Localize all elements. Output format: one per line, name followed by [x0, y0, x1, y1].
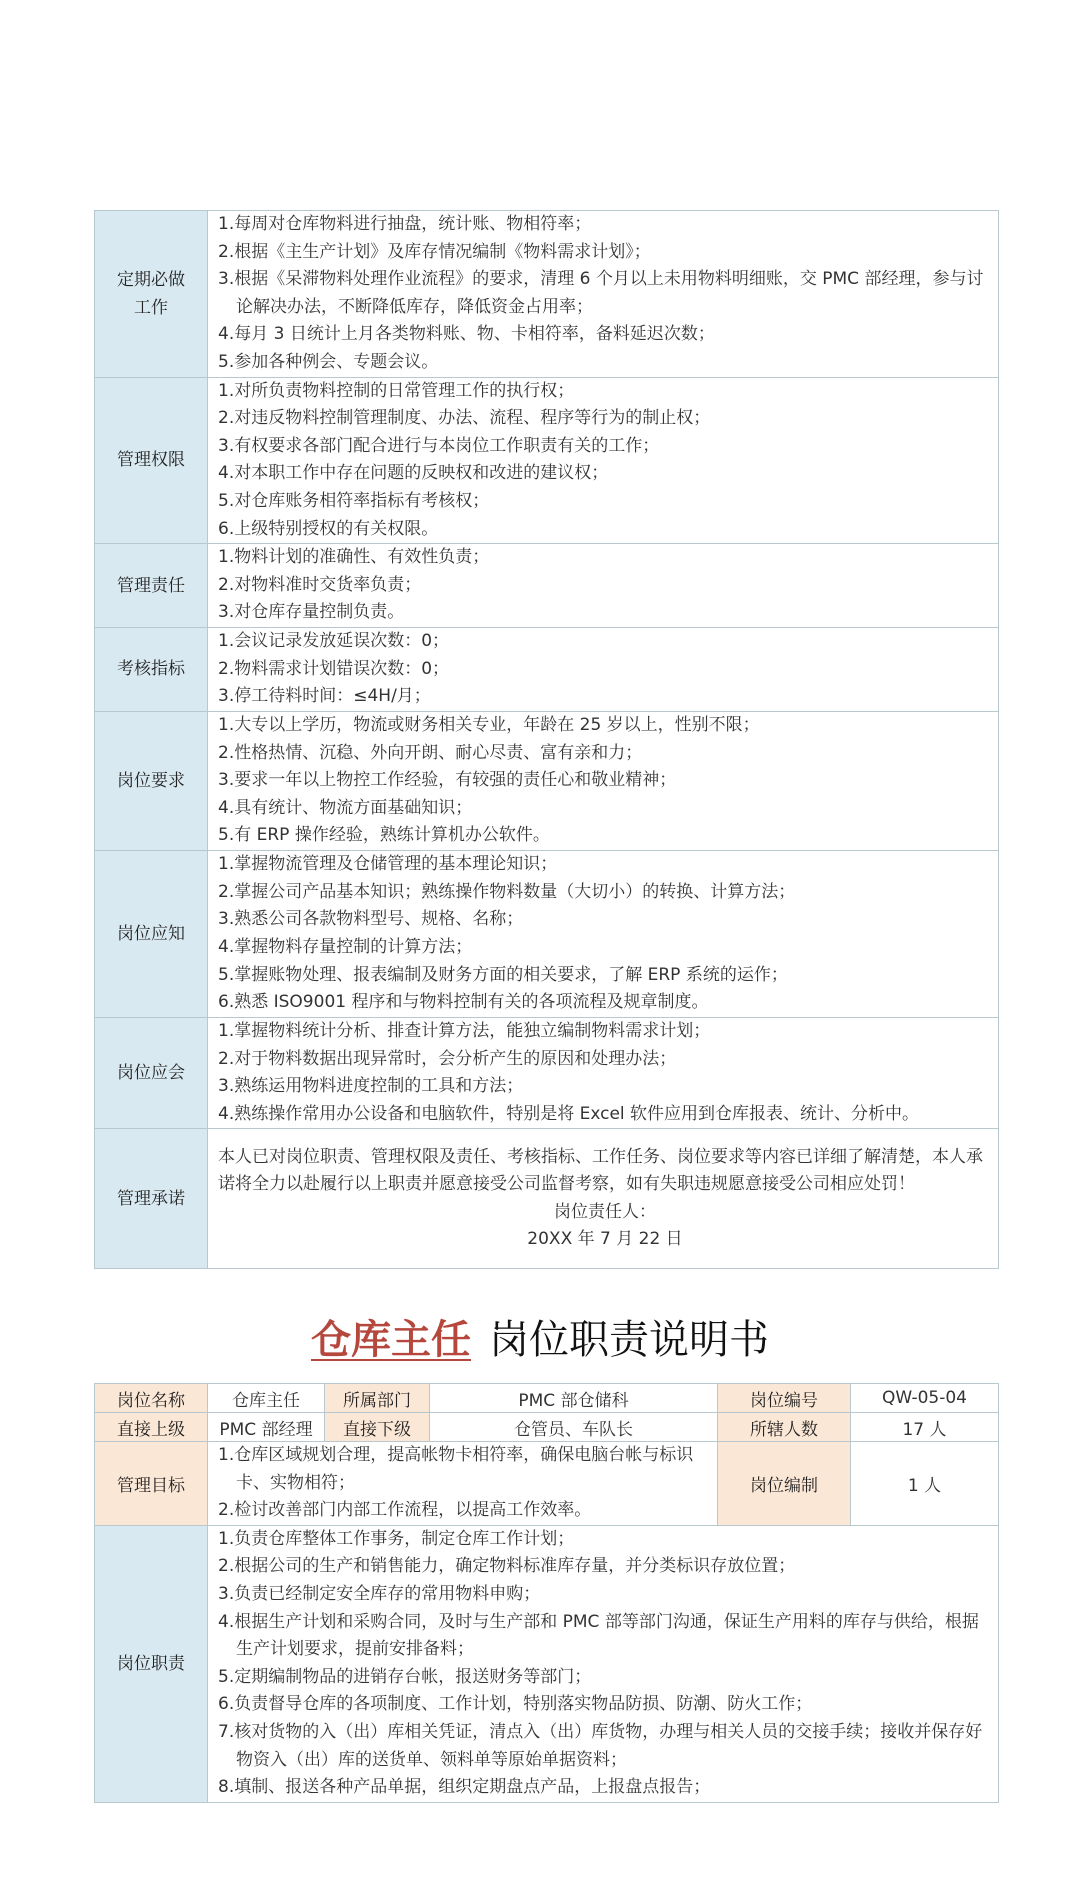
- table-row: [95, 627, 999, 711]
- list-item: 4.根据生产计划和采购合同，及时与生产部和 PMC 部等部门沟通，保证生产用料的库存与供给，根据生产计划要求，提前安排备料；: [218, 1611, 979, 1660]
- list-item: 7.核对货物的入（出）库相关凭证，清点入（出）库货物，办理与相关人员的交接手续；接收并保存好物资入（出）库的送货单、领料单等原始单据资料；: [218, 1721, 983, 1770]
- list-item: 3.要求一年以上物控工作经验，有较强的责任心和敬业精神；: [218, 770, 677, 791]
- row-content: [208, 544, 999, 628]
- list-item: 5.定期编制物品的进销存台帐，报送财务等部门；: [218, 1666, 592, 1687]
- list-item: 6.熟悉 ISO9001 程序和与物料控制有关的各项流程及规章制度。: [218, 992, 709, 1013]
- list-item: 3.停工待料时间：≤4H/月；: [218, 686, 431, 707]
- document-title: [0, 1310, 1080, 1370]
- commitment-content: [208, 1129, 999, 1269]
- code-value: QW-05-04: [851, 1384, 999, 1413]
- row-label: 岗位应知: [95, 850, 208, 1017]
- quota-value: 1 人: [851, 1442, 999, 1526]
- list-item: 1.仓库区域规划合理，提高帐物卡相符率，确保电脑台帐与标识卡、实物相符；: [218, 1445, 694, 1493]
- list-item: 5.对仓库账务相符率指标有考核权；: [218, 490, 490, 511]
- list-item: 4.熟练操作常用办公设备和电脑软件，特别是将 Excel 软件应用到仓库报表、统计、分析中。: [218, 1103, 920, 1124]
- list-item: 1.掌握物流管理及仓储管理的基本理论知识；: [218, 854, 558, 875]
- row-label: 管理责任: [95, 544, 208, 628]
- table-row: [95, 211, 999, 378]
- row-content: [208, 377, 999, 544]
- code-label: 岗位编号: [718, 1384, 851, 1413]
- list-item: 3.熟练运用物料进度控制的工具和方法；: [218, 1076, 524, 1097]
- sign-date: 20XX 年 7 月 22 日: [527, 1229, 683, 1250]
- list-item: 3.负责已经制定安全库存的常用物料申购；: [218, 1583, 541, 1604]
- table-row: [95, 1525, 999, 1802]
- table-row: [95, 377, 999, 544]
- list-item: 3.有权要求各部门配合进行与本岗位工作职责有关的工作；: [218, 435, 660, 456]
- list-item: 5.掌握账物处理、报表编制及财务方面的相关要求，了解 ERP 系统的运作；: [218, 964, 788, 985]
- table-row: [95, 1017, 999, 1128]
- list-item: 1.每周对仓库物料进行抽盘，统计账、物相符率；: [218, 214, 592, 234]
- list-item: 6.上级特别授权的有关权限。: [218, 518, 439, 539]
- commitment-text: 本人已对岗位职责、管理权限及责任、考核指标、工作任务、岗位要求等内容已详细了解清楚，本人承诺将全力以赴履行以上职责并愿意接受公司监督考察，如有失职违规愿意接受公司相应处罚！: [218, 1146, 983, 1195]
- list-item: 3.对仓库存量控制负责。: [218, 602, 405, 623]
- row-label: 岗位应会: [95, 1017, 208, 1128]
- list-item: 1.负责仓库整体工作事务，制定仓库工作计划；: [218, 1528, 575, 1549]
- list-item: 8.填制、报送各种产品单据，组织定期盘点产品，上报盘点报告；: [218, 1777, 711, 1798]
- row-label: 岗位要求: [95, 711, 208, 850]
- list-item: 2.对违反物料控制管理制度、办法、流程、程序等行为的制止权；: [218, 408, 711, 429]
- row-content: [208, 711, 999, 850]
- list-item: 1.对所负责物料控制的日常管理工作的执行权；: [218, 380, 575, 401]
- superior-value: PMC 部经理: [208, 1413, 325, 1442]
- table-row: [95, 1384, 999, 1413]
- title-position-name: 仓库主任: [311, 1316, 471, 1363]
- row-label: 管理权限: [95, 377, 208, 544]
- row-label: 考核指标: [95, 627, 208, 711]
- quota-label: 岗位编制: [718, 1442, 851, 1526]
- commitment-row: [95, 1129, 999, 1269]
- position-name-value: 仓库主任: [208, 1384, 325, 1413]
- list-item: 1.物料计划的准确性、有效性负责；: [218, 547, 490, 568]
- table-row: [95, 711, 999, 850]
- list-item: 2.掌握公司产品基本知识；熟练操作物料数量（大切小）的转换、计算方法；: [218, 881, 796, 902]
- list-item: 4.对本职工作中存在问题的反映权和改进的建议权；: [218, 463, 609, 484]
- row-label: 定期必做 工作: [95, 211, 208, 378]
- list-item: 2.物料需求计划错误次数：0；: [218, 658, 450, 679]
- list-item: 3.熟悉公司各款物料型号、规格、名称；: [218, 909, 524, 930]
- list-item: 4.掌握物料存量控制的计算方法；: [218, 936, 473, 957]
- list-item: 1.掌握物料统计分析、排查计算方法，能独立编制物料需求计划；: [218, 1020, 711, 1041]
- list-item: 4.每月 3 日统计上月各类物料账、物、卡相符率，备料延迟次数；: [218, 324, 715, 345]
- title-text: 岗位职责说明书: [489, 1317, 769, 1363]
- goal-content: [208, 1442, 718, 1526]
- list-item: 2.对于物料数据出现异常时，会分析产生的原因和处理办法；: [218, 1048, 677, 1069]
- list-item: 2.性格热情、沉稳、外向开朗、耐心尽责、富有亲和力；: [218, 742, 643, 763]
- list-item: 4.具有统计、物流方面基础知识；: [218, 797, 473, 818]
- table-row: [95, 1442, 999, 1526]
- table-row: [95, 1413, 999, 1442]
- row-content: [208, 1017, 999, 1128]
- subordinate-label: 直接下级: [325, 1413, 430, 1442]
- list-item: 1.大专以上学历，物流或财务相关专业，年龄在 25 岁以上，性别不限；: [218, 714, 760, 735]
- table-row: [95, 850, 999, 1017]
- superior-label: 直接上级: [95, 1413, 208, 1442]
- signer-label: 岗位责任人：: [554, 1201, 656, 1222]
- headcount-value: 17 人: [851, 1413, 999, 1442]
- row-content: [208, 850, 999, 1017]
- list-item: 2.检讨改善部门内部工作流程，以提高工作效率。: [218, 1500, 592, 1521]
- list-item: 3.根据《呆滞物料处理作业流程》的要求，清理 6 个月以上未用物料明细账，交 PMC 部经理，参与讨论解决办法，不断降低库存，降低资金占用率；: [218, 269, 984, 317]
- list-item: 5.参加各种例会、专题会议。: [218, 351, 439, 372]
- list-item: 6.负责督导仓库的各项制度、工作计划，特别落实物品防损、防潮、防火工作；: [218, 1694, 813, 1715]
- dept-label: 所属部门: [325, 1384, 430, 1413]
- list-item: 2.对物料准时交货率负责；: [218, 574, 422, 595]
- list-item: 2.根据《主生产计划》及库存情况编制《物料需求计划》；: [218, 241, 651, 262]
- duty-label: 岗位职责: [95, 1525, 208, 1802]
- subordinate-value: 仓管员、车队长: [430, 1413, 718, 1442]
- list-item: 5.有 ERP 操作经验，熟练计算机办公软件。: [218, 825, 550, 846]
- row-label: 管理承诺: [95, 1129, 208, 1269]
- list-item: 2.根据公司的生产和销售能力，确定物料标准库存量，并分类标识存放位置；: [218, 1556, 796, 1577]
- goal-label: 管理目标: [95, 1442, 208, 1526]
- responsibility-table: [94, 210, 999, 1269]
- duty-content: [208, 1525, 999, 1802]
- list-item: 1.会议记录发放延误次数：0；: [218, 631, 450, 652]
- dept-value: PMC 部仓储科: [430, 1384, 718, 1413]
- headcount-label: 所辖人数: [718, 1413, 851, 1442]
- job-description-table: [94, 1383, 999, 1803]
- position-name-label: 岗位名称: [95, 1384, 208, 1413]
- row-content: [208, 627, 999, 711]
- row-content: [208, 211, 999, 378]
- table-row: [95, 544, 999, 628]
